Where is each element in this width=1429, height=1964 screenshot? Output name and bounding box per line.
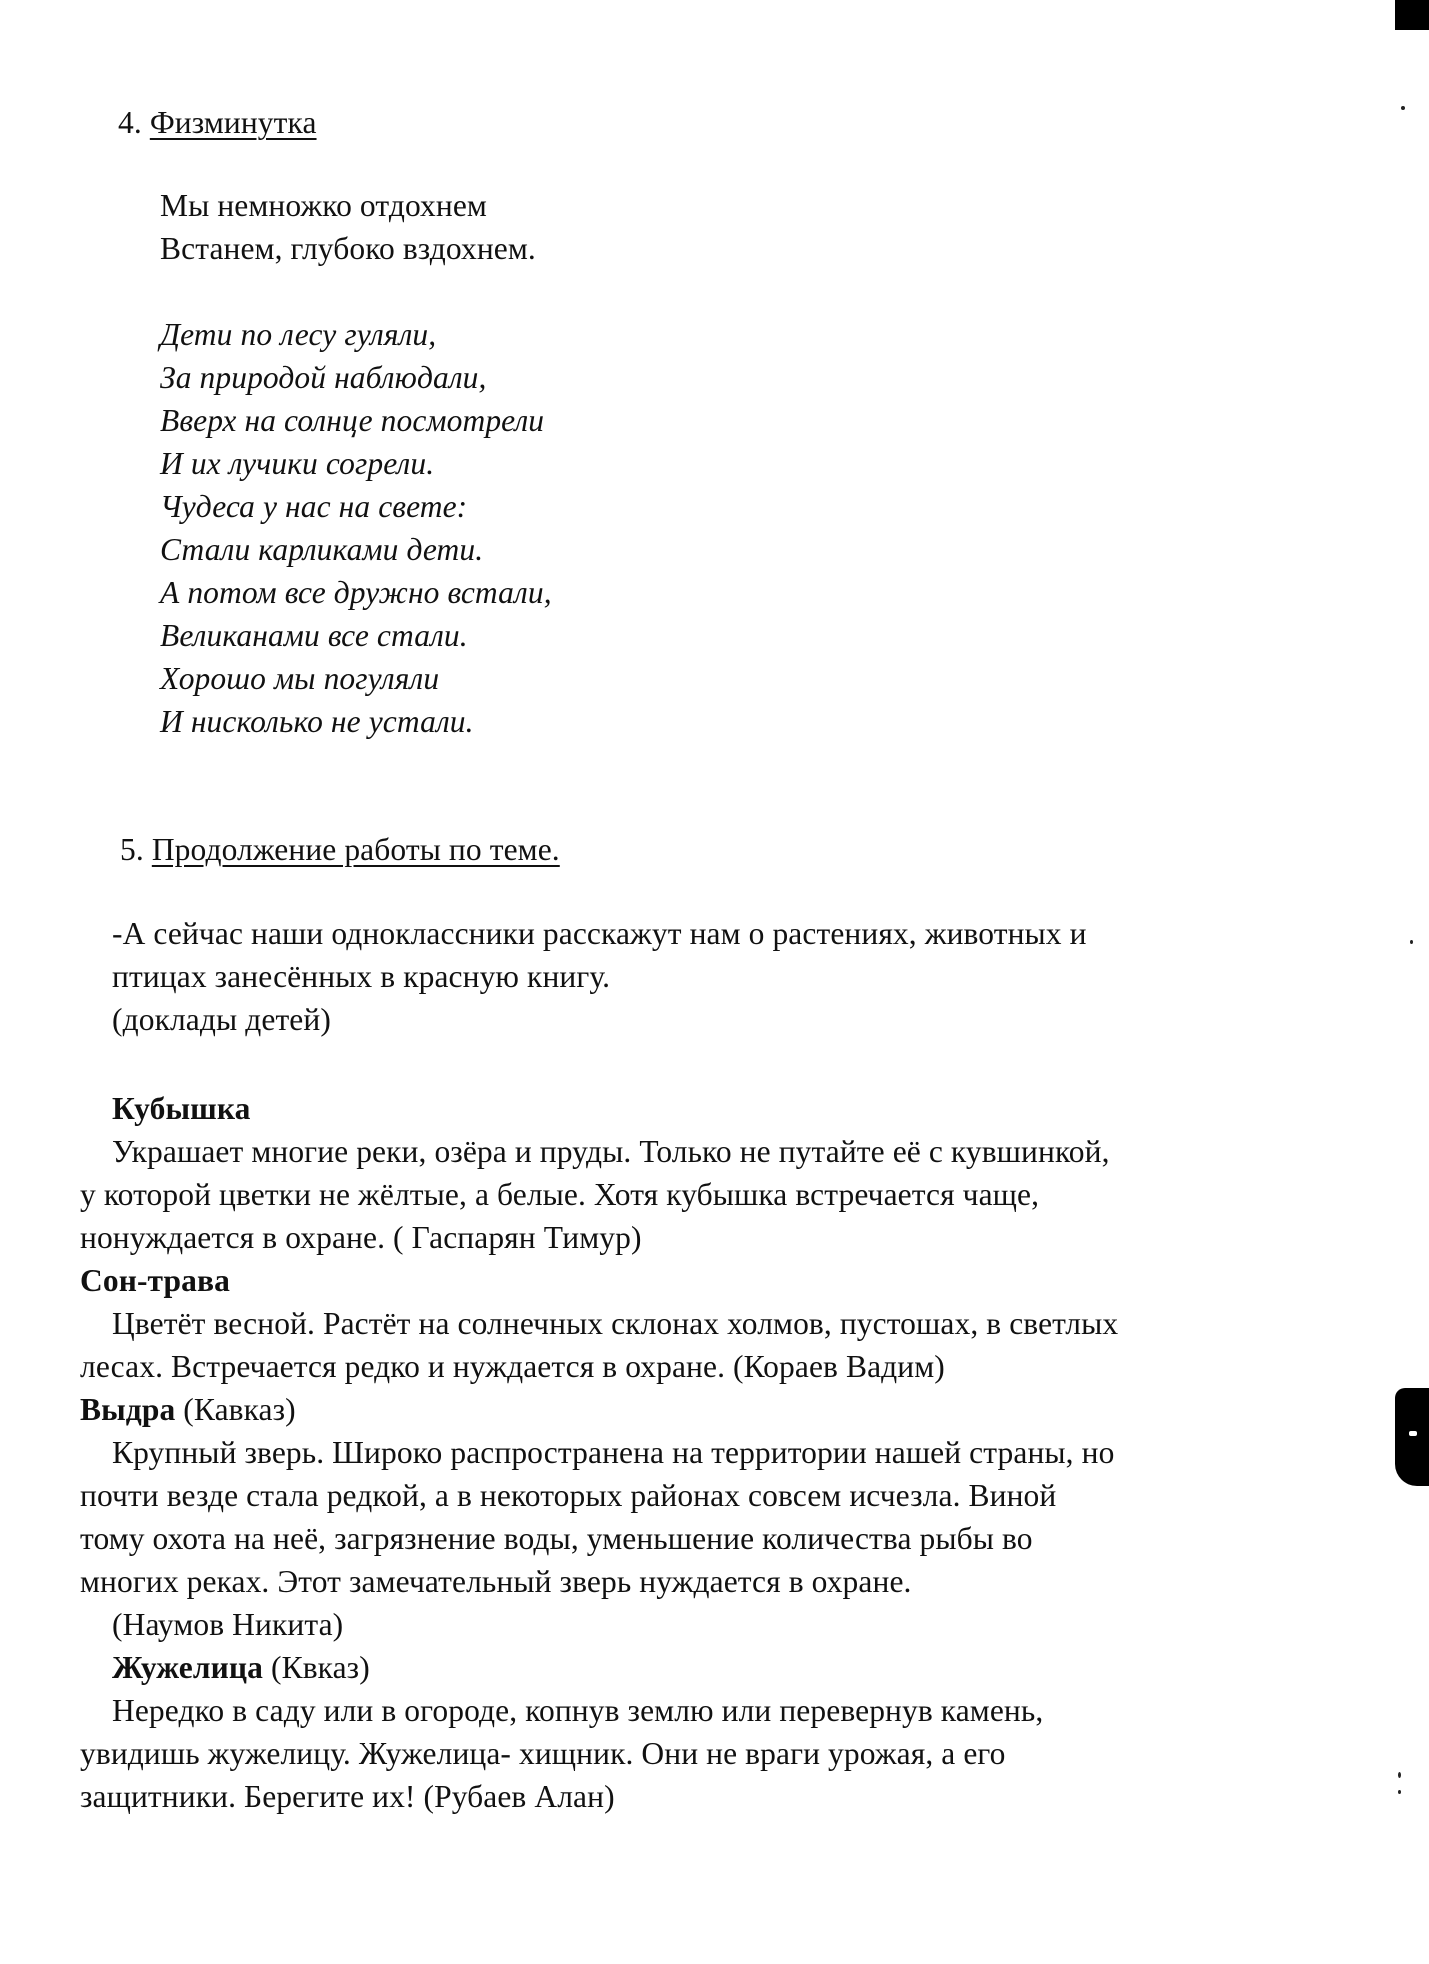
scan-speck bbox=[1398, 1790, 1401, 1794]
report-line: Нередко в саду или в огороде, копнув землю или перевернув камень, bbox=[112, 1693, 1044, 1728]
section-number: 5. bbox=[120, 832, 144, 867]
report-line: Крупный зверь. Широко распространена на территории нашей страны, но bbox=[112, 1435, 1115, 1470]
section-title: Физминутка bbox=[149, 105, 317, 140]
report-title: Кубышка bbox=[112, 1091, 251, 1126]
section-number: 4. bbox=[118, 105, 142, 140]
report-title-line bbox=[112, 1648, 370, 1688]
scan-speck bbox=[1398, 1772, 1401, 1778]
report-line: (Наумов Никита) bbox=[112, 1607, 344, 1642]
poem-line: Хорошо мы погуляли bbox=[160, 661, 440, 696]
report-line: многих реках. Этот замечательный зверь нуждается в охране. bbox=[80, 1564, 912, 1599]
section-5-heading bbox=[120, 830, 560, 870]
scan-tab-dot bbox=[1409, 1431, 1417, 1436]
report-line: тому охота на неё, загрязнение воды, уменьшение количества рыбы во bbox=[80, 1521, 1033, 1556]
poem-line: А потом все дружно встали, bbox=[160, 575, 552, 610]
intro-line: Встанем, глубоко вздохнем. bbox=[160, 231, 536, 266]
report-region: (Квказ) bbox=[263, 1650, 370, 1685]
poem-line: За природой наблюдали, bbox=[160, 360, 487, 395]
scan-side-tab bbox=[1395, 1388, 1429, 1486]
report-line: Украшает многие реки, озёра и пруды. Только не путайте её с кувшинкой, bbox=[112, 1134, 1110, 1169]
intro-line: -А сейчас наши одноклассники расскажут нам о растениях, животных и bbox=[112, 916, 1087, 951]
report-line: увидишь жужелицу. Жужелица- хищник. Они не враги урожая, а его bbox=[80, 1736, 1006, 1771]
intro-line: Мы немножко отдохнем bbox=[160, 188, 487, 223]
intro-line: (доклады детей) bbox=[112, 1002, 331, 1037]
report-title: Выдра bbox=[80, 1392, 176, 1427]
scan-edge-mark bbox=[1395, 0, 1429, 30]
intro-line: птицах занесённых в красную книгу. bbox=[112, 959, 611, 994]
section-4-heading bbox=[118, 103, 317, 143]
report-line: защитники. Берегите их! (Рубаев Алан) bbox=[80, 1779, 615, 1814]
scan-speck bbox=[1410, 940, 1413, 944]
report-region: (Кавказ) bbox=[175, 1392, 296, 1427]
report-line: у которой цветки не жёлтые, а белые. Хотя кубышка встречается чаще, bbox=[80, 1177, 1040, 1212]
poem-line: И их лучики согрели. bbox=[160, 446, 435, 481]
report-title-line bbox=[80, 1390, 296, 1430]
report-line: лесах. Встречается редко и нуждается в охране. (Кораев Вадим) bbox=[80, 1349, 945, 1384]
poem-line: Стали карликами дети. bbox=[160, 532, 484, 567]
report-title: Жужелица bbox=[112, 1650, 264, 1685]
report-title: Сон-трава bbox=[80, 1263, 230, 1298]
report-line: нонуждается в охране. ( Гаспарян Тимур) bbox=[80, 1220, 642, 1255]
poem-line: Чудеса у нас на свете: bbox=[160, 489, 468, 524]
scan-speck bbox=[1401, 106, 1405, 110]
section-title: Продолжение работы по теме. bbox=[151, 832, 560, 867]
poem-line: Великанами все стали. bbox=[160, 618, 468, 653]
poem-line: И нисколько не устали. bbox=[160, 704, 474, 739]
report-line: почти везде стала редкой, а в некоторых районах совсем исчезла. Виной bbox=[80, 1478, 1057, 1513]
poem-line: Дети по лесу гуляли, bbox=[160, 317, 437, 352]
poem-line: Вверх на солнце посмотрели bbox=[160, 403, 545, 438]
report-line: Цветёт весной. Растёт на солнечных склонах холмов, пустошах, в светлых bbox=[112, 1306, 1119, 1341]
